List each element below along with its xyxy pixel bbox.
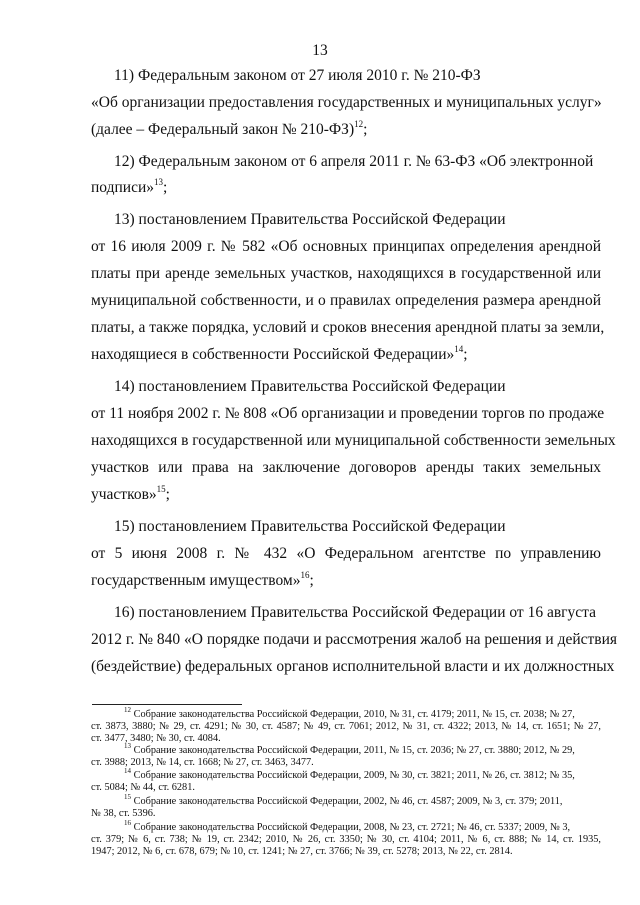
item-14-text: участков» (91, 486, 157, 503)
item-12-line-2 (91, 178, 167, 198)
footnote-12-number: 12 (124, 706, 131, 714)
item-15-end: ; (309, 572, 314, 589)
item-13-text: находящиеся в собственности Российской Федерации» (91, 346, 455, 363)
item-11-line-1: 11) Федеральным законом от 27 июля 2010 г. № 210-ФЗ (114, 67, 481, 84)
item-15-line-3 (91, 571, 314, 591)
item-12-text: подписи» (91, 179, 154, 196)
page-number: 13 (312, 42, 328, 59)
footnote-16-text: Собрание законодательства Российской Федерации, 2008, № 23, ст. 2721; № 46, ст. 5337; 2009, № 3, (133, 822, 571, 833)
item-14-line-2: от 11 ноября 2002 г. № 808 «Об организации и проведении торгов по продаже (91, 405, 605, 422)
footnote-separator (92, 704, 242, 705)
item-13-line-2: от 16 июля 2009 г. № 582 «Об основных принципах определения арендной (91, 238, 601, 255)
item-16-line-3: (бездействие) федеральных органов исполнительной власти и их должностных (91, 658, 615, 675)
item-11-end: ; (363, 121, 368, 138)
footnote-15-number: 15 (124, 793, 131, 801)
item-15-line-1: 15) постановлением Правительства Российской Федерации (114, 518, 506, 535)
footnote-16-number: 16 (124, 819, 131, 827)
footnote-16-line-2: ст. 379; № 6, ст. 738; № 19, ст. 2342; 2010, № 26, ст. 3350; № 30, ст. 4104; 2011, № 6, ст. 888; № 14, ст. 1935, (91, 834, 601, 845)
footnote-14-number: 14 (124, 767, 131, 775)
footnote-12-line-3: ст. 3477, 3480; № 30, ст. 4084. (91, 733, 221, 744)
item-13-end: ; (463, 346, 468, 363)
footnote-12-text: Собрание законодательства Российской Федерации, 2010, № 31, ст. 4179; 2011, № 15, ст. 2038; № 27, (133, 709, 575, 720)
item-11-line-2: «Об организации предоставления государственных и муниципальных услуг» (91, 94, 602, 111)
item-13-line-4: муниципальной собственности, и о правилах определения размера арендной (91, 292, 601, 309)
footnote-12-line-1 (124, 706, 601, 721)
footnote-15-text: Собрание законодательства Российской Федерации, 2002, № 46, ст. 4587; 2009, № 3, ст. 379; 2011, (133, 796, 563, 807)
footnote-15-line-1 (124, 793, 601, 808)
footnote-12-line-2: ст. 3873, 3880; № 29, ст. 4291; № 30, ст. 4587; № 49, ст. 7061; 2012, № 31, ст. 4322; 2013, № 14, ст. 1651; № 27, (91, 721, 601, 732)
footnote-15-line-2: № 38, ст. 5396. (91, 808, 156, 819)
item-11-text: (далее – Федеральный закон № 210-ФЗ) (91, 121, 355, 138)
item-13-line-6 (91, 345, 468, 365)
item-13-line-3: платы при аренде земельных участков, находящихся в государственной или (91, 265, 601, 282)
item-15-line-2: от 5 июня 2008 г. № 432 «О Федеральном агентстве по управлению (91, 545, 601, 562)
item-15-text: государственным имуществом» (91, 572, 301, 589)
item-14-end: ; (165, 486, 170, 503)
item-14-line-5 (91, 485, 170, 505)
footnote-ref-12: 12 (354, 119, 364, 129)
item-16-line-2: 2012 г. № 840 «О порядке подачи и рассмотрения жалоб на решения и действия (91, 631, 618, 648)
item-13-line-1: 13) постановлением Правительства Российской Федерации (114, 211, 506, 228)
footnote-ref-16: 16 (300, 570, 310, 580)
item-16-line-1: 16) постановлением Правительства Российской Федерации от 16 августа (114, 604, 596, 621)
footnote-14-text: Собрание законодательства Российской Федерации, 2009, № 30, ст. 3821; 2011, № 26, ст. 3812; № 35, (133, 770, 575, 781)
footnote-16-line-1 (124, 819, 601, 834)
footnote-ref-15: 15 (156, 484, 166, 494)
footnote-ref-14: 14 (454, 344, 464, 354)
item-12-line-1: 12) Федеральным законом от 6 апреля 2011 г. № 63-ФЗ «Об электронной (114, 153, 594, 170)
footnote-14-line-1 (124, 767, 601, 782)
item-12-end: ; (163, 179, 168, 196)
footnote-13-line-2: ст. 3988; 2013, № 14, ст. 1668; № 27, ст. 3463, 3477. (91, 757, 314, 768)
item-11-line-3 (91, 120, 367, 140)
item-14-line-3: находящихся в государственной или муниципальной собственности земельных (91, 432, 616, 449)
item-14-line-4: участков или права на заключение договоров аренды таких земельных (91, 459, 601, 476)
footnote-13-number: 13 (124, 742, 131, 750)
item-14-line-1: 14) постановлением Правительства Российской Федерации (114, 378, 506, 395)
footnote-13-line-1 (124, 742, 601, 757)
footnote-13-text: Собрание законодательства Российской Федерации, 2011, № 15, ст. 2036; № 27, ст. 3880; 2012, № 29, (133, 745, 575, 756)
footnote-ref-13: 13 (154, 177, 163, 187)
footnote-16-line-3: 1947; 2012, № 6, ст. 678, 679; № 10, ст. 1241; № 27, ст. 3766; № 39, ст. 5278; 2013, № 22, ст. 2814. (91, 846, 513, 857)
item-13-line-5: платы, а также порядка, условий и сроков внесения арендной платы за земли, (91, 319, 605, 336)
footnote-14-line-2: ст. 5084; № 44, ст. 6281. (91, 782, 195, 793)
